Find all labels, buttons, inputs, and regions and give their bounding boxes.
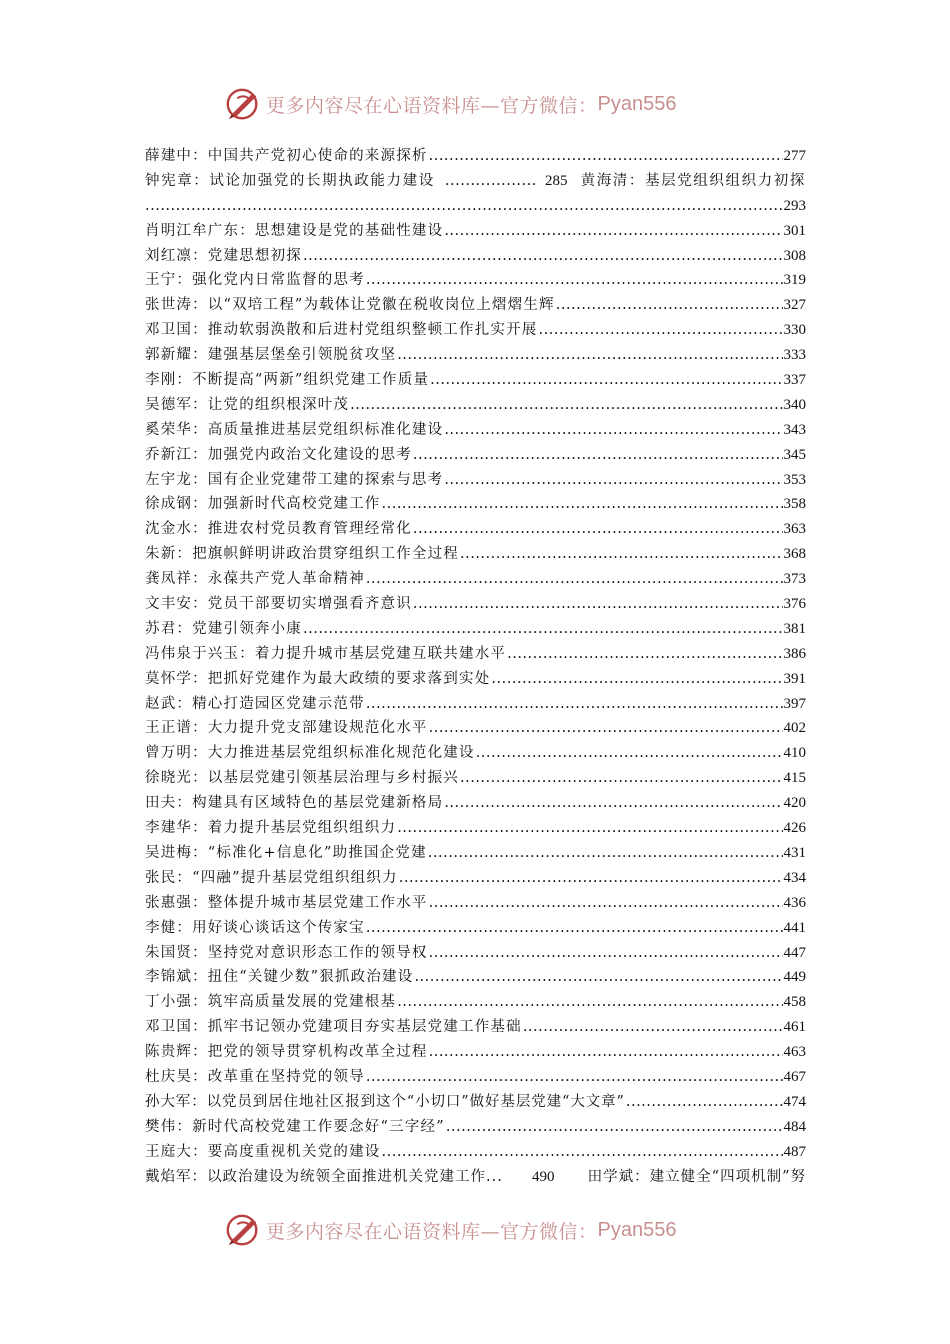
toc-entry[interactable]: 莫怀学：把抓好党建作为最大政绩的要求落到实处 ..... 391 (145, 667, 806, 692)
pen-logo-icon (224, 1211, 262, 1249)
toc-entry[interactable]: 张民：“四融”提升基层党组织组织力 ..... 434 (145, 866, 806, 891)
toc-entry[interactable]: 钟宪章：试论加强党的长期执政能力建设 ..... 285 黄海清：基层党组织组织力初探 (145, 169, 806, 194)
toc-entry[interactable]: 左宇龙：国有企业党建带工建的探索与思考 ..... 353 (145, 468, 806, 493)
toc-entry[interactable]: 邓卫国：抓牢书记领办党建项目夯实基层党建工作基础 ..... 461 (145, 1015, 806, 1040)
toc-entry[interactable]: 冯伟泉于兴玉：着力提升城市基层党建互联共建水平 ..... 386 (145, 642, 806, 667)
toc-entry[interactable]: 李健：用好谈心谈话这个传家宝 ..... 441 (145, 916, 806, 941)
toc-entry[interactable]: 李建华：着力提升基层党组织组织力 ..... 426 (145, 816, 806, 841)
toc-entry[interactable]: 曾万明：大力推进基层党组织标准化规范化建设 ..... 410 (145, 741, 806, 766)
toc-entry[interactable]: 王宁：强化党内日常监督的思考 ..... 319 (145, 268, 806, 293)
watermark-banner-top (0, 84, 950, 124)
toc-entry[interactable]: 朱新：把旗帜鲜明讲政治贯穿组织工作全过程 ..... 368 (145, 542, 806, 567)
toc-entry[interactable]: 张世涛：以“双培工程”为载体让党徽在税收岗位上熠熠生辉 ..... 327 (145, 293, 806, 318)
toc-entry[interactable]: 郭新耀：建强基层堡垒引领脱贫攻坚 ..... 333 (145, 343, 806, 368)
toc-entry[interactable]: 肖明江牟广东：思想建设是党的基础性建设 ..... 301 (145, 219, 806, 244)
toc-entry[interactable]: 徐成钢：加强新时代高校党建工作 ..... 358 (145, 492, 806, 517)
toc-entry[interactable]: 龚凤祥：永葆共产党人革命精神 ..... 373 (145, 567, 806, 592)
toc-entry[interactable]: 王庭大：要高度重视机关党的建设 ..... 487 (145, 1140, 806, 1165)
watermark-wechat-id: Pyan556 (597, 1218, 677, 1241)
toc-entry[interactable]: 杜庆昊：改革重在坚持党的领导 ..... 467 (145, 1065, 806, 1090)
toc-entry[interactable]: 赵武：精心打造园区党建示范带 ..... 397 (145, 692, 806, 717)
toc-entry[interactable]: 吴德军：让党的组织根深叶茂 ..... 340 (145, 393, 806, 418)
toc-entry[interactable]: 李锦斌：扭住“关键少数”狠抓政治建设 ..... 449 (145, 965, 806, 990)
toc-entry[interactable]: 李刚：不断提高“两新”组织党建工作质量 ..... 337 (145, 368, 806, 393)
watermark-wechat-id: Pyan556 (597, 92, 677, 115)
toc-entry[interactable]: 苏君：党建引领奔小康 ..... 381 (145, 617, 806, 642)
toc-entry[interactable]: 张惠强：整体提升城市基层党建工作水平 ..... 436 (145, 891, 806, 916)
toc-entry[interactable]: 邓卫国：推动软弱涣散和后进村党组织整顿工作扎实开展 ..... 330 (145, 318, 806, 343)
toc-entry[interactable]: 陈贵辉：把党的领导贯穿机构改革全过程 ..... 463 (145, 1040, 806, 1065)
toc-entry[interactable]: 薛建中：中国共产党初心使命的来源探析 ..... 277 (145, 144, 806, 169)
toc-entry[interactable]: 丁小强：筑牢高质量发展的党建根基 ..... 458 (145, 990, 806, 1015)
toc-entry[interactable]: 朱国贤：坚持党对意识形态工作的领导权 ..... 447 (145, 941, 806, 966)
watermark-banner-bottom (0, 1210, 950, 1250)
toc-entry[interactable]: 田夫：构建具有区域特色的基层党建新格局 ..... 420 (145, 791, 806, 816)
toc-entry[interactable]: 沈金水：推进农村党员教育管理经常化 ..... 363 (145, 517, 806, 542)
toc-entry[interactable]: 樊伟：新时代高校党建工作要念好“三字经” ..... 484 (145, 1115, 806, 1140)
table-of-contents (145, 144, 806, 1189)
toc-entry[interactable]: 戴焰军：以政治建设为统领全面推进机关党建工作... 490 田学斌：建立健全“四项机制”努 (145, 1168, 806, 1185)
toc-entry[interactable]: 乔新江：加强党内政治文化建设的思考 ..... 345 (145, 443, 806, 468)
toc-entry[interactable]: 孙大军：以党员到居住地社区报到这个“小切口”做好基层党建“大文章” ..... 474 (145, 1090, 806, 1115)
toc-entry[interactable]: 王正谱：大力提升党支部建设规范化水平 ..... 402 (145, 716, 806, 741)
toc-entry[interactable]: 刘红凛：党建思想初探 ..... 308 (145, 244, 806, 269)
toc-entry[interactable]: 奚荣华：高质量推进基层党组织标准化建设 ..... 343 (145, 418, 806, 443)
watermark-text: 更多内容尽在心语资料库—官方微信： (266, 94, 598, 117)
pen-logo-icon (224, 85, 262, 123)
watermark-text: 更多内容尽在心语资料库—官方微信： (266, 1220, 598, 1243)
toc-entry[interactable]: 文丰安：党员干部要切实增强看齐意识 ..... 376 (145, 592, 806, 617)
toc-entry[interactable]: ..... 293 (145, 194, 806, 219)
toc-entry[interactable]: 徐晓光：以基层党建引领基层治理与乡村振兴 ..... 415 (145, 766, 806, 791)
toc-entry[interactable]: 吴进梅：“标准化+信息化”助推国企党建 ..... 431 (145, 841, 806, 866)
